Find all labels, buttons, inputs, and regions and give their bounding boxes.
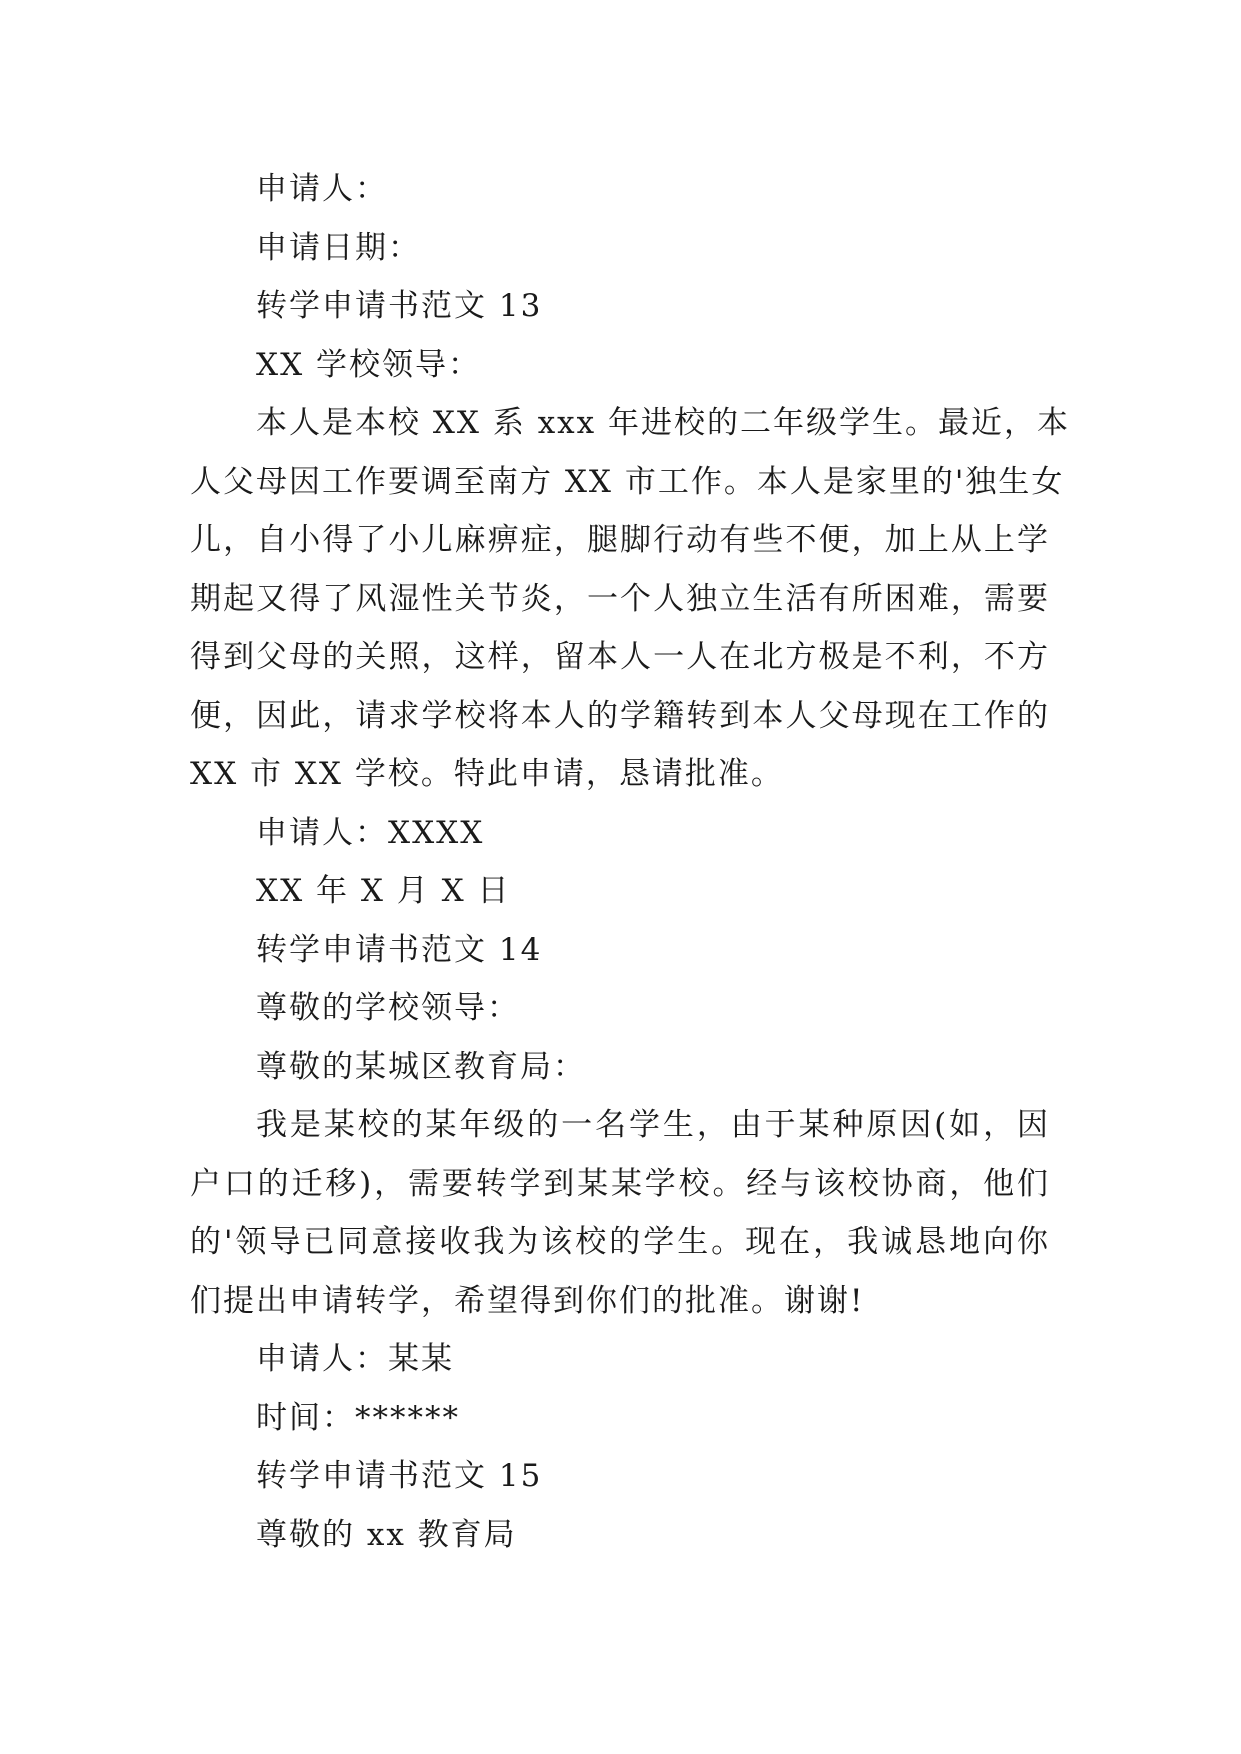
paragraph-line: 户口的迁移)，需要转学到某某学校。经与该校协商，他们 — [190, 1165, 1050, 1202]
section-heading-15: 转学申请书范文 15 — [256, 1458, 543, 1494]
paragraph-line: 人父母因工作要调至南方 XX 市工作。本人是家里的'独生女 — [190, 463, 1065, 500]
document-page — [190, 160, 1071, 1564]
paragraph-line: 便，因此，请求学校将本人的学籍转到本人父母现在工作的 — [190, 697, 1050, 734]
section-heading-14: 转学申请书范文 14 — [256, 931, 543, 968]
applicant-signature-line: 申请人：某某 — [256, 1341, 454, 1377]
salutation-line: 尊敬的学校领导： — [256, 990, 520, 1026]
body-paragraph-1 — [190, 394, 1071, 804]
paragraph-line: 的'领导已同意接收我为该校的学生。现在，我诚恳地向你 — [190, 1224, 1050, 1260]
paragraph-line: 期起又得了风湿性关节炎，一个人独立生活有所困难，需要 — [190, 580, 1050, 617]
salutation-line: XX 学校领导： — [256, 346, 481, 383]
application-date-line: 申请日期： — [256, 229, 421, 266]
body-paragraph-2 — [190, 1096, 1050, 1330]
paragraph-line: 得到父母的关照，这样，留本人一人在北方极是不利，不方 — [190, 639, 1050, 675]
date-line: XX 年 X 月 X 日 — [256, 873, 511, 909]
paragraph-line: 儿，自小得了小儿麻痹症，腿脚行动有些不便，加上从上学 — [190, 522, 1050, 558]
salutation-line: 尊敬的某城区教育局： — [256, 1048, 586, 1085]
paragraph-line: XX 市 XX 学校。特此申请，恳请批准。 — [190, 756, 784, 792]
time-line: 时间：****** — [256, 1399, 460, 1436]
paragraph-line: 本人是本校 XX 系 xxx 年进校的二年级学生。最近，本 — [256, 405, 1071, 441]
section-heading-13: 转学申请书范文 13 — [256, 288, 543, 324]
salutation-line: 尊敬的 xx 教育局 — [256, 1516, 517, 1553]
paragraph-line: 我是某校的某年级的一名学生，由于某种原因(如，因 — [256, 1107, 1050, 1143]
paragraph-line: 们提出申请转学，希望得到你们的批准。谢谢! — [190, 1282, 865, 1319]
applicant-line: 申请人： — [256, 171, 388, 207]
applicant-signature-line: 申请人：XXXX — [256, 814, 485, 851]
